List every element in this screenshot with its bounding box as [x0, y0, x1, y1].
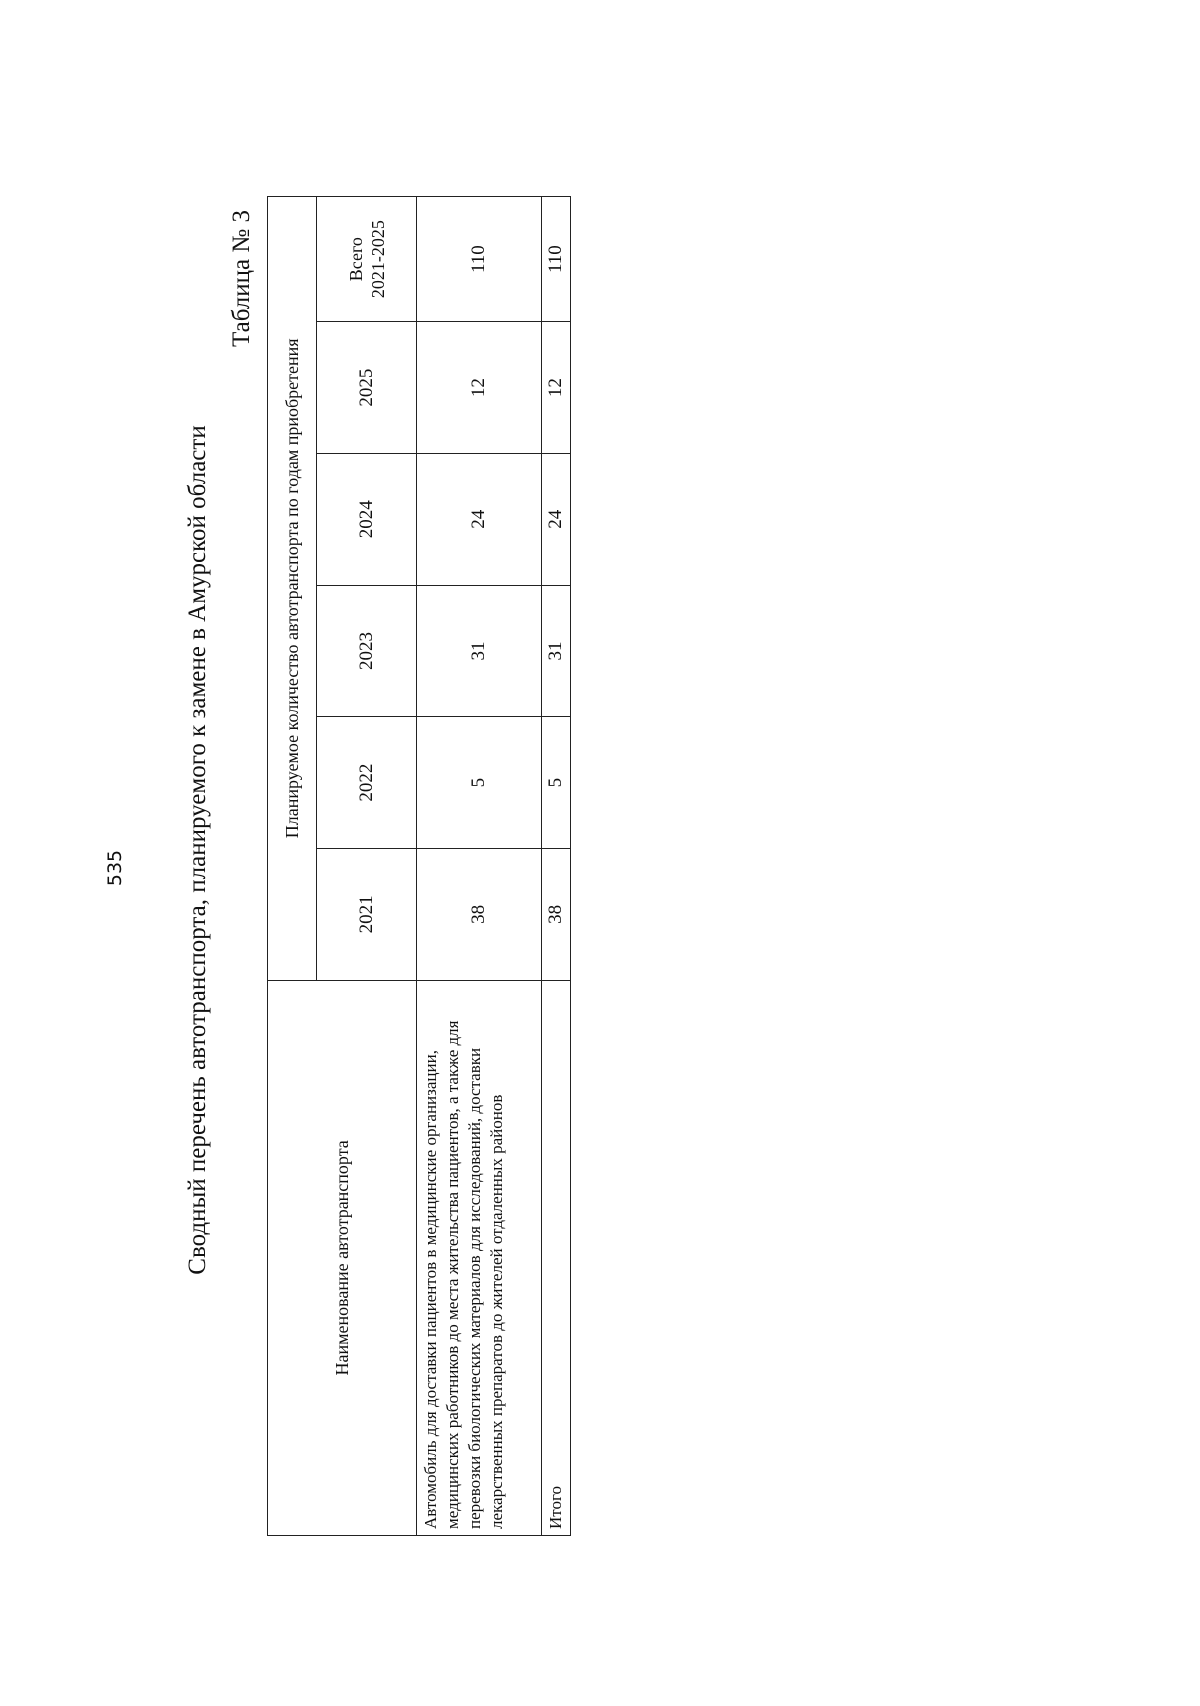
transport-table: [267, 196, 571, 1536]
year-header-2021: 2021: [317, 849, 417, 981]
totals-value-2022: 5: [542, 717, 571, 849]
totals-value-total: 110: [542, 197, 571, 322]
total-header-line2: 2021-2025: [367, 220, 388, 299]
year-header-2025: 2025: [317, 322, 417, 454]
row-name-cell: Автомобиль для доставки пациентов в медицинские организации, медицинских работников до места жительства пациентов, а также для перевозки биологических материалов для исследований, доставки лекарственных препаратов до жителей отдаленных районов: [417, 980, 542, 1535]
table-label: Таблица № 3: [228, 210, 255, 348]
row-value-2023: 31: [417, 585, 542, 717]
total-column-header: [317, 197, 417, 322]
totals-value-2025: 12: [542, 322, 571, 454]
row-value-2024: 24: [417, 453, 542, 585]
page-number: 535: [104, 849, 126, 887]
year-header-2024: 2024: [317, 453, 417, 585]
rotated-page-content: [175, 100, 605, 1600]
table-header-row-1: [268, 197, 317, 1536]
row-value-2022: 5: [417, 717, 542, 849]
row-value-2025: 12: [417, 322, 542, 454]
total-header-line1: Всего: [345, 237, 366, 282]
name-column-header: Наименование автотранспорта: [268, 980, 417, 1535]
totals-row: [542, 197, 571, 1536]
year-header-2023: 2023: [317, 585, 417, 717]
totals-value-2021: 38: [542, 849, 571, 981]
year-header-2022: 2022: [317, 717, 417, 849]
totals-label: Итого: [542, 980, 571, 1535]
table-row: [417, 197, 542, 1536]
row-value-2021: 38: [417, 849, 542, 981]
row-value-total: 110: [417, 197, 542, 322]
totals-value-2024: 24: [542, 453, 571, 585]
document-title: Сводный перечень автотранспорта, планируемого к замене в Амурской области: [184, 425, 211, 1275]
totals-value-2023: 31: [542, 585, 571, 717]
group-column-header: Планируемое количество автотранспорта по годам приобретения: [268, 197, 317, 981]
